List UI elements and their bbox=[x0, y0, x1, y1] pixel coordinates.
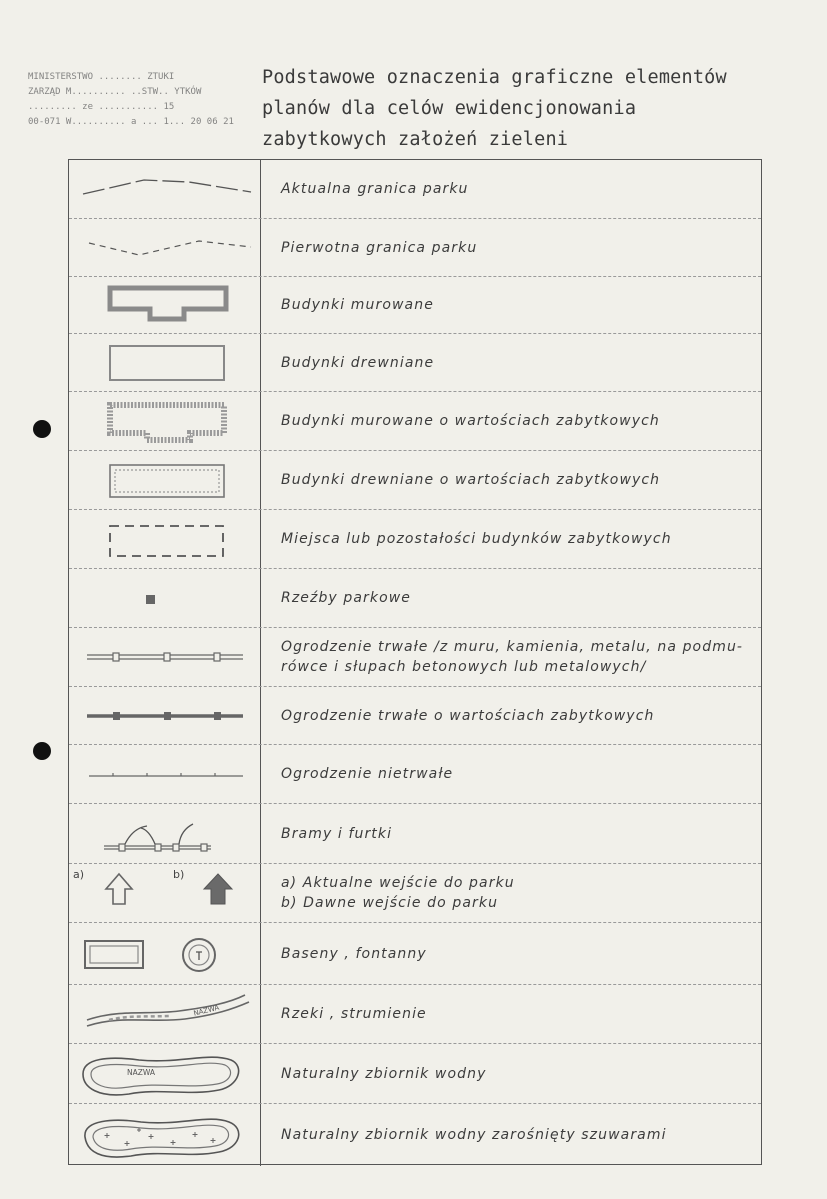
legend-row bbox=[69, 985, 761, 1044]
legend-row bbox=[69, 392, 761, 451]
stamp-line: 00-071 W.......... a ... 1... 20 06 21 bbox=[28, 117, 234, 127]
wooden-building-symbol bbox=[69, 334, 261, 392]
legend-label bbox=[281, 804, 753, 863]
legend-label-line: Budynki drewniane o wartościach zabytkowych bbox=[281, 472, 661, 488]
legend-label bbox=[281, 569, 753, 627]
symbol-cell bbox=[69, 510, 261, 568]
historic-masonry-building-symbol bbox=[69, 392, 261, 451]
legend-label-line: Naturalny zbiornik wodny bbox=[281, 1065, 487, 1082]
symbol-cell bbox=[69, 392, 261, 450]
legend-label-line: Miejsca lub pozostałości budynków zabytkowych bbox=[281, 531, 672, 547]
legend-label bbox=[281, 985, 753, 1043]
gate-symbol bbox=[69, 804, 261, 864]
legend-label-line: rówce i słupach betonowych lub metalowych/ bbox=[281, 659, 647, 675]
ministry-stamp bbox=[28, 70, 258, 130]
legend-label bbox=[281, 1044, 753, 1103]
symbol-cell bbox=[69, 569, 261, 627]
river-symbol bbox=[69, 985, 261, 1044]
masonry-building-symbol bbox=[69, 277, 261, 334]
entrance-arrows-symbol bbox=[69, 864, 261, 923]
symbol-cell bbox=[69, 745, 261, 803]
legend-row bbox=[69, 804, 761, 864]
legend-row bbox=[69, 277, 761, 334]
legend-row bbox=[69, 864, 761, 923]
legend-label bbox=[281, 923, 753, 984]
legend-label bbox=[281, 687, 753, 744]
legend-row bbox=[69, 1044, 761, 1104]
legend-label-line: Rzeki , strumienie bbox=[281, 1006, 427, 1022]
temporary-fence-symbol bbox=[69, 745, 261, 804]
legend-row bbox=[69, 1104, 761, 1166]
symbol-cell bbox=[69, 160, 261, 218]
legend-label bbox=[281, 160, 753, 218]
original-boundary-symbol bbox=[69, 219, 261, 277]
symbol-cell bbox=[69, 804, 261, 863]
legend-label-line: Budynki murowane o wartościach zabytkowych bbox=[281, 413, 660, 429]
legend-label-line: Budynki murowane bbox=[281, 297, 434, 313]
legend-label-line: Pierwotna granica parku bbox=[281, 239, 478, 256]
overgrown-reservoir-symbol bbox=[69, 1104, 261, 1166]
permanent-fence-symbol bbox=[69, 628, 261, 687]
sculpture-symbol bbox=[69, 569, 261, 628]
legend-label-line: Naturalny zbiornik wodny zarośnięty szuwarami bbox=[281, 1127, 667, 1143]
historic-building-site-symbol bbox=[69, 510, 261, 569]
symbol-cell bbox=[69, 1044, 261, 1103]
stamp-line: ......... ze ........... 15 bbox=[28, 102, 175, 112]
legend-label-line: Bramy i furtki bbox=[281, 825, 393, 842]
historic-wooden-building-symbol bbox=[69, 451, 261, 510]
legend-label bbox=[281, 628, 753, 686]
punch-hole-top bbox=[33, 420, 51, 438]
symbol-cell bbox=[69, 451, 261, 509]
symbol-cell bbox=[69, 864, 261, 922]
title-line-3: zabytkowych założeń zieleni bbox=[262, 129, 569, 150]
title-line-1: Podstawowe oznaczenia graficzne elementów bbox=[262, 67, 727, 88]
legend-label-line: Rzeźby parkowe bbox=[281, 590, 412, 606]
legend-row bbox=[69, 628, 761, 687]
title-line-2: planów dla celów ewidencjonowania bbox=[262, 98, 637, 119]
historic-fence-symbol bbox=[69, 687, 261, 745]
river-name-text: NAZWA bbox=[192, 1003, 221, 1018]
legend-label-line: Baseny , fontanny bbox=[281, 945, 427, 962]
legend-label bbox=[281, 864, 753, 922]
legend-row bbox=[69, 569, 761, 628]
marker-a: a) bbox=[73, 868, 85, 881]
legend-label bbox=[281, 219, 753, 276]
legend-row bbox=[69, 451, 761, 510]
reservoir-name-text: NAZWA bbox=[127, 1068, 156, 1077]
symbol-cell bbox=[69, 1104, 261, 1166]
stamp-line: MINISTERSTWO ........ ZTUKI bbox=[28, 72, 175, 82]
symbol-cell bbox=[69, 277, 261, 333]
legend-label bbox=[281, 451, 753, 509]
symbol-cell bbox=[69, 923, 261, 984]
legend-label-line: Budynki drewniane bbox=[281, 354, 435, 371]
symbol-cell bbox=[69, 985, 261, 1043]
legend-row bbox=[69, 219, 761, 277]
legend-label-line: a) Aktualne wejście do parku bbox=[281, 875, 515, 891]
natural-reservoir-symbol bbox=[69, 1044, 261, 1104]
legend-label bbox=[281, 510, 753, 568]
legend-label-line: b) Dawne wejście do parku bbox=[281, 895, 499, 911]
legend-row bbox=[69, 334, 761, 392]
legend-label bbox=[281, 392, 753, 450]
legend-label bbox=[281, 277, 753, 333]
legend-row bbox=[69, 687, 761, 745]
symbol-cell bbox=[69, 334, 261, 391]
legend-label bbox=[281, 745, 753, 803]
pool-fountain-symbol bbox=[69, 923, 261, 985]
legend-label bbox=[281, 334, 753, 391]
legend-label-line: Ogrodzenie trwałe /z muru, kamienia, metalu, na podmu- bbox=[281, 639, 744, 655]
marker-b: b) bbox=[173, 868, 185, 881]
symbol-cell bbox=[69, 687, 261, 744]
symbol-cell bbox=[69, 219, 261, 276]
symbol-cell bbox=[69, 628, 261, 686]
legend-label-line: Ogrodzenie trwałe o wartościach zabytkowych bbox=[281, 707, 655, 724]
legend-row bbox=[69, 510, 761, 569]
legend-row bbox=[69, 923, 761, 985]
legend-row bbox=[69, 160, 761, 219]
legend-table bbox=[68, 159, 762, 1165]
legend-row bbox=[69, 745, 761, 804]
stamp-line: ZARZĄD M.......... ..STW.. YTKÓW bbox=[28, 87, 202, 97]
current-entrance-arrow-icon bbox=[106, 874, 132, 904]
document-title bbox=[262, 62, 782, 155]
legend-label-line: Aktualna granica parku bbox=[281, 181, 469, 197]
legend-label-line: Ogrodzenie nietrwałe bbox=[281, 766, 454, 782]
current-boundary-symbol bbox=[69, 160, 261, 219]
punch-hole-bottom bbox=[33, 742, 51, 760]
former-entrance-arrow-icon bbox=[204, 874, 232, 904]
legend-label bbox=[281, 1104, 753, 1166]
